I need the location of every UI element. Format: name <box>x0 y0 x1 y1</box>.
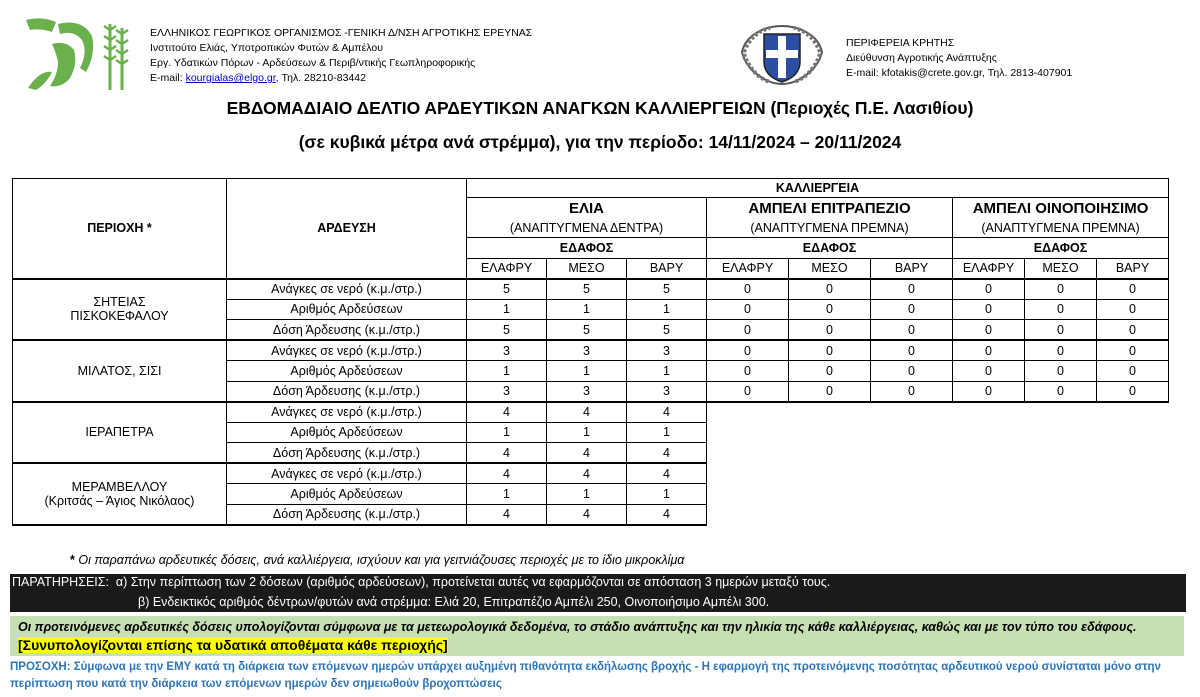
crop-olive-sub: (ΑΝΑΠΤΥΓΜΕΝΑ ΔΕΝΤΡΑ) <box>467 219 707 238</box>
value-cell: 4 <box>547 504 627 525</box>
value-cell: 0 <box>1025 381 1097 402</box>
value-cell: 4 <box>467 504 547 525</box>
value-cell: 0 <box>871 381 953 402</box>
value-cell: 0 <box>789 381 871 402</box>
soil-type-medium: ΜΕΣΟ <box>1025 258 1097 279</box>
remarks-box <box>10 574 1186 612</box>
soil-type-medium: ΜΕΣΟ <box>789 258 871 279</box>
value-cell: 0 <box>707 320 789 341</box>
irrigation-metric-label: Ανάγκες σε νερό (κ.μ./στρ.) <box>227 279 467 300</box>
elgo-phone: , Τηλ. 28210-83442 <box>275 72 366 84</box>
footnote <box>70 553 684 567</box>
value-cell: 0 <box>871 320 953 341</box>
value-cell: 3 <box>547 340 627 361</box>
value-cell: 3 <box>627 340 707 361</box>
footnote-text: Οι παραπάνω αρδευτικές δόσεις, ανά καλλιέργεια, ισχύουν και για γειτνιάζουσες περιοχές με το ίδιο μικροκλίμα <box>74 553 685 567</box>
value-cell: 3 <box>467 381 547 402</box>
table-row <box>13 340 1169 361</box>
value-cell: 0 <box>1025 299 1097 320</box>
value-cell: 3 <box>547 381 627 402</box>
soil-type-heavy: ΒΑΡΥ <box>871 258 953 279</box>
bulletin-period: (σε κυβικά μέτρα ανά στρέμμα), για την περίοδο: 14/11/2024 – 20/11/2024 <box>298 132 902 152</box>
value-cell: 0 <box>1097 361 1169 382</box>
value-cell: 0 <box>871 340 953 361</box>
irrigation-metric-label: Ανάγκες σε νερό (κ.μ./στρ.) <box>227 463 467 484</box>
value-cell: 4 <box>547 443 627 464</box>
table-row <box>13 402 1169 423</box>
elgo-org-name: ΕΛΛΗΝΙΚΟΣ ΓΕΩΡΓΙΚΟΣ ΟΡΓΑΝΙΣΜΟΣ -ΓΕΝΙΚΗ Δ/ΝΣΗ ΑΓΡΟΤΙΚΗΣ ΕΡΕΥΝΑΣ <box>150 27 533 39</box>
value-cell: 1 <box>627 422 707 443</box>
value-cell: 1 <box>547 484 627 505</box>
value-cell: 0 <box>1025 361 1097 382</box>
irrigation-metric-label: Δόση Άρδευσης (κ.μ./στρ.) <box>227 443 467 464</box>
value-cell: 0 <box>871 361 953 382</box>
elgo-logo-icon <box>22 14 140 92</box>
region-name-cell <box>13 463 227 525</box>
region-name: ΜΕΡΑΜΒΕΛΛΟΥ <box>71 479 168 494</box>
region-name-cell <box>13 340 227 402</box>
value-cell: 0 <box>707 361 789 382</box>
value-cell: 0 <box>871 279 953 300</box>
value-cell: 5 <box>627 320 707 341</box>
region-name: ΙΕΡΑΠΕΤΡΑ <box>85 425 154 440</box>
irrigation-metric-label: Δόση Άρδευσης (κ.μ./στρ.) <box>227 504 467 525</box>
irrigation-metric-label: Ανάγκες σε νερό (κ.μ./στρ.) <box>227 340 467 361</box>
remark-a-line <box>12 575 830 589</box>
elgo-contact-block <box>150 26 532 86</box>
rain-warning: ΠΡΟΣΟΧΗ: Σύμφωνα με την ΕΜΥ κατά τη διάρκεια των επόμενων ημερών υπάρχει αυξημένη πιθανότητα εκδήλωσης βροχής - Η εφαρμογή της προτεινόμενης ποσότητας αρδευτικού νερού συνίσταται μόνο στην περίπτωση που κατά την διάρκεια των επόμενων ημερών δεν σημειωθούν βροχοπτώσεις <box>10 661 1161 690</box>
irrigation-metric-label: Δόση Άρδευσης (κ.μ./στρ.) <box>227 381 467 402</box>
letterhead <box>0 0 1200 100</box>
region-name: ΠΕΡΙΦΕΡΕΙΑ ΚΡΗΤΗΣ <box>846 37 955 49</box>
empty-cell <box>707 443 1169 464</box>
remarks-label: ΠΑΡΑΤΗΡΗΣΕΙΣ: <box>12 575 109 589</box>
value-cell: 0 <box>1025 279 1097 300</box>
value-cell: 1 <box>547 299 627 320</box>
value-cell: 0 <box>707 279 789 300</box>
empty-cell <box>707 402 1169 423</box>
value-cell: 1 <box>547 361 627 382</box>
value-cell: 0 <box>789 340 871 361</box>
value-cell: 5 <box>467 279 547 300</box>
value-cell: 0 <box>953 320 1025 341</box>
irrigation-metric-label: Αριθμός Αρδεύσεων <box>227 422 467 443</box>
value-cell: 0 <box>707 340 789 361</box>
value-cell: 0 <box>1097 320 1169 341</box>
crop-wine-grape-name: ΑΜΠΕΛΙ ΟΙΝΟΠΟΙΗΣΙΜΟ <box>953 198 1169 219</box>
soil-type-medium: ΜΕΣΟ <box>547 258 627 279</box>
value-cell: 0 <box>1025 320 1097 341</box>
value-cell: 0 <box>789 361 871 382</box>
region-name: ΣΗΤΕΙΑΣ <box>93 295 146 310</box>
irrigation-table <box>12 178 1169 526</box>
remark-b: β) Ενδεικτικός αριθμός δέντρων/φυτών ανά στρέμμα: Ελιά 20, Επιτραπέζιο Αμπέλι 250, Οινοποιήσιμο Αμπέλι 300. <box>138 595 770 609</box>
value-cell: 4 <box>627 463 707 484</box>
elgo-lab: Εργ. Υδατικών Πόρων - Αρδεύσεων & Περιβ/ντικής Γεωπληροφορικής <box>150 57 476 69</box>
greek-coat-of-arms-icon <box>736 22 828 88</box>
table-body <box>13 279 1169 525</box>
header-irrigation: ΑΡΔΕΥΣΗ <box>227 179 467 279</box>
value-cell: 4 <box>467 463 547 484</box>
value-cell: 0 <box>1097 381 1169 402</box>
value-cell: 0 <box>871 299 953 320</box>
region-contact-block <box>846 36 1072 81</box>
value-cell: 5 <box>547 320 627 341</box>
bulletin-title: ΕΒΔΟΜΑΔΙΑΙΟ ΔΕΛΤΙΟ ΑΡΔΕΥΤΙΚΩΝ ΑΝΑΓΚΩΝ ΚΑΛΛΙΕΡΓΕΙΩΝ (Περιοχές Π.Ε. Λασιθίου) <box>226 98 974 118</box>
value-cell: 1 <box>467 299 547 320</box>
footnote-star: * <box>70 553 75 567</box>
header-region: ΠΕΡΙΟΧΗ * <box>13 179 227 279</box>
header-crops: ΚΑΛΛΙΕΡΓΕΙΑ <box>467 179 1169 198</box>
soil-type-light: ΕΛΑΦΡΥ <box>707 258 789 279</box>
region-name-cell <box>13 279 227 341</box>
value-cell: 0 <box>953 340 1025 361</box>
elgo-contact-line <box>150 71 532 86</box>
empty-cell <box>707 463 1169 484</box>
region-contact: E-mail: kfotakis@crete.gov.gr, Τηλ. 2813-407901 <box>846 67 1073 79</box>
value-cell: 0 <box>1025 340 1097 361</box>
value-cell: 4 <box>547 463 627 484</box>
region-name: ΜΙΛΑΤΟΣ, ΣΙΣΙ <box>77 363 162 378</box>
elgo-email-link[interactable]: kourgialas@elgo.gr <box>185 72 276 84</box>
crop-table-grape-name: ΑΜΠΕΛΙ ΕΠΙΤΡΑΠΕΖΙΟ <box>707 198 953 219</box>
soil-type-heavy: ΒΑΡΥ <box>1097 258 1169 279</box>
value-cell: 0 <box>1097 340 1169 361</box>
value-cell: 4 <box>627 443 707 464</box>
irrigation-metric-label: Ανάγκες σε νερό (κ.μ./στρ.) <box>227 402 467 423</box>
value-cell: 0 <box>953 361 1025 382</box>
irrigation-metric-label: Αριθμός Αρδεύσεων <box>227 361 467 382</box>
value-cell: 1 <box>467 361 547 382</box>
elgo-institute: Ινστιτούτο Ελιάς, Υποτροπικών Φυτών & Αμπέλου <box>150 42 383 54</box>
value-cell: 4 <box>627 402 707 423</box>
soil-header: ΕΔΑΦΟΣ <box>707 238 953 259</box>
email-label: E-mail: <box>150 72 186 84</box>
value-cell: 0 <box>953 279 1025 300</box>
region-subname: ΠΙΣΚΟΚΕΦΑΛΟΥ <box>70 309 169 324</box>
method-note-highlight: [Συνυπολογίζονται επίσης τα υδατικά αποθέματα κάθε περιοχής] <box>18 637 448 653</box>
value-cell: 1 <box>467 484 547 505</box>
soil-header: ΕΔΑΦΟΣ <box>467 238 707 259</box>
value-cell: 3 <box>467 340 547 361</box>
soil-type-heavy: ΒΑΡΥ <box>627 258 707 279</box>
soil-header: ΕΔΑΦΟΣ <box>953 238 1169 259</box>
value-cell: 5 <box>627 279 707 300</box>
value-cell: 0 <box>953 381 1025 402</box>
crop-olive-name: ΕΛΙΑ <box>467 198 707 219</box>
table-row <box>13 279 1169 300</box>
region-name-cell <box>13 402 227 464</box>
irrigation-metric-label: Αριθμός Αρδεύσεων <box>227 299 467 320</box>
value-cell: 0 <box>1097 279 1169 300</box>
value-cell: 1 <box>627 361 707 382</box>
value-cell: 0 <box>953 299 1025 320</box>
value-cell: 3 <box>627 381 707 402</box>
irrigation-metric-label: Αριθμός Αρδεύσεων <box>227 484 467 505</box>
value-cell: 5 <box>467 320 547 341</box>
remark-a: α) Στην περίπτωση των 2 δόσεων (αριθμός αρδεύσεων), προτείνεται αυτές να εφαρμόζονται σε απόσταση 3 ημερών μεταξύ τους. <box>115 575 831 589</box>
value-cell: 0 <box>789 279 871 300</box>
value-cell: 5 <box>547 279 627 300</box>
value-cell: 4 <box>467 402 547 423</box>
value-cell: 0 <box>707 299 789 320</box>
value-cell: 4 <box>467 443 547 464</box>
value-cell: 1 <box>627 299 707 320</box>
method-note-text: Οι προτεινόμενες αρδευτικές δόσεις υπολογίζονται σύμφωνα με τα μετεωρολογικά δεδομένα, το στάδιο ανάπτυξης και την ηλικία της κάθε καλλιέργειας, καθώς και με τον τύπο του εδάφους. <box>18 620 1137 634</box>
empty-cell <box>707 484 1169 505</box>
method-note <box>10 616 1184 656</box>
value-cell: 4 <box>627 504 707 525</box>
empty-cell <box>707 504 1169 525</box>
crop-table-grape-sub: (ΑΝΑΠΤΥΓΜΕΝΑ ΠΡΕΜΝΑ) <box>707 219 953 238</box>
soil-type-light: ΕΛΑΦΡΥ <box>467 258 547 279</box>
value-cell: 1 <box>547 422 627 443</box>
region-subname: (Κριτσάς – Άγιος Νικόλαος) <box>44 493 195 508</box>
irrigation-metric-label: Δόση Άρδευσης (κ.μ./στρ.) <box>227 320 467 341</box>
value-cell: 4 <box>547 402 627 423</box>
value-cell: 0 <box>789 299 871 320</box>
empty-cell <box>707 422 1169 443</box>
table-row <box>13 463 1169 484</box>
value-cell: 1 <box>627 484 707 505</box>
value-cell: 0 <box>789 320 871 341</box>
soil-type-light: ΕΛΑΦΡΥ <box>953 258 1025 279</box>
region-directorate: Διεύθυνση Αγροτικής Ανάπτυξης <box>846 52 997 64</box>
crop-wine-grape-sub: (ΑΝΑΠΤΥΓΜΕΝΑ ΠΡΕΜΝΑ) <box>953 219 1169 238</box>
value-cell: 0 <box>707 381 789 402</box>
value-cell: 1 <box>467 422 547 443</box>
value-cell: 0 <box>1097 299 1169 320</box>
